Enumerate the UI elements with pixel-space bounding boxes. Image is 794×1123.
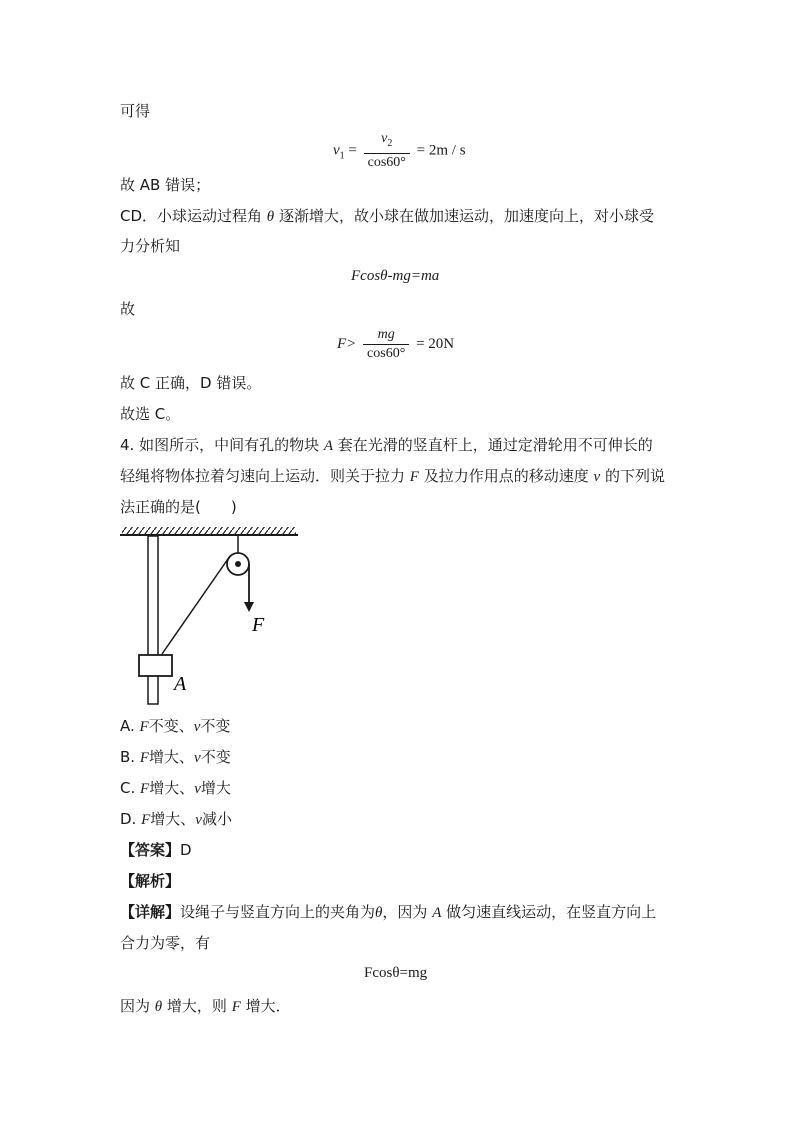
equation-equilibrium: Fcosθ=mg	[364, 965, 428, 981]
fraction-v2-cos60: $\frac{v_2}{\cos 60^\circ}$	[364, 131, 410, 171]
question-4-line3: 法正确的是( )	[120, 498, 237, 516]
option-a: A. F不变、v不变	[120, 717, 231, 735]
option-d: D. F增大、v减小	[120, 810, 232, 828]
vertical-rod	[148, 536, 158, 704]
option-c: C. F增大、v增大	[120, 779, 231, 797]
pulley-axle	[235, 561, 241, 567]
answer-line: 【答案】D	[120, 841, 192, 859]
option-b: B. F增大、v不变	[120, 748, 231, 766]
text-gu: 故	[120, 300, 136, 318]
equation-f-greater: F> $\frac{mg}{\cos 60^\circ}$ = 20N	[337, 327, 455, 361]
equation-v1: $v_1$ = $\frac{v_2}{\cos 60^\circ}$ = 2m / s	[333, 131, 466, 170]
text-ab-wrong: 故 AB 错误；	[120, 176, 211, 194]
ceiling-hatch	[122, 527, 296, 535]
text-cd-line1: CD．小球运动过程角 θ 逐渐增大，故小球在做加速运动，加速度向上，对小球受	[120, 207, 654, 225]
detail-line1: 【详解】设绳子与竖直方向上的夹角为θ，因为 A 做匀速直线运动，在竖直方向上	[120, 903, 657, 921]
detail-line2: 合力为零，有	[120, 934, 211, 952]
question-4-line2: 轻绳将物体拉着匀速向上运动．则关于拉力 F 及拉力作用点的移动速度 v 的下列说	[120, 467, 665, 485]
arrow-down-icon	[244, 602, 254, 612]
conclusion-line: 因为 θ 增大，则 F 增大．	[120, 997, 291, 1015]
question-4-line1: 4. 如图所示，中间有孔的物块 A 套在光滑的竖直杆上，通过定滑轮用不可伸长的	[120, 436, 653, 454]
block-a	[139, 655, 172, 676]
rope-to-block	[162, 556, 230, 654]
analysis-tag: 【解析】	[120, 872, 181, 890]
equation-newton: Fcosθ-mg=ma	[351, 268, 440, 284]
text-cd-line2: 力分析知	[120, 237, 181, 255]
label-f: F	[252, 614, 265, 636]
label-a: A	[174, 673, 187, 695]
text-choose-c: 故选 C。	[120, 405, 181, 423]
text-c-correct: 故 C 正确，D 错误。	[120, 374, 262, 392]
text-kede: 可得	[120, 102, 151, 120]
pulley-diagram	[118, 522, 300, 708]
fraction-mg-cos60: $\frac{mg}{\cos 60^\circ}$	[363, 327, 409, 362]
